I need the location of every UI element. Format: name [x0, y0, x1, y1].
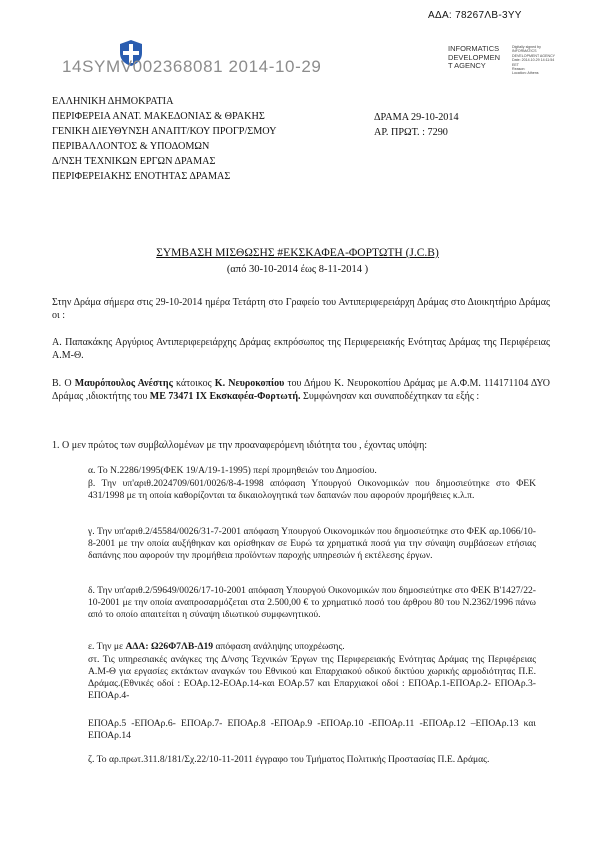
- clause-item-c: γ. Την υπ'αριθ.2/45584/0026/31-7-2001 απόφαση Υπουργού Οικονομικών που δημοσιεύτηκε στο ΦΕΚ αρ.1066/10-8-2001 με την οποία αυξήθηκαν και ορίσθηκαν σε Ευρώ τα χρηματικά ποσά για την σύναψη συμβάσεων ετήσιας δαπάνης που αφορούν την προμήθεια προϊόντων παροχής υπηρεσιών ή εκτέλεσης έργων.: [88, 526, 536, 561]
- clause-item-e-text: ε. Την με: [88, 641, 126, 652]
- signature-meta-line: EET: [512, 62, 519, 67]
- party-b: [52, 377, 550, 403]
- signature-meta-line: Location: Athens: [512, 71, 539, 76]
- document-identifier: 14SYMV002368081 2014-10-29: [62, 57, 322, 76]
- date-protocol-block: [374, 110, 459, 140]
- issuing-authority: [52, 94, 276, 184]
- authority-line: ΓΕΝΙΚΗ ΔΙΕΥΘΥΝΣΗ ΑΝΑΠΤ/ΚΟΥ ΠΡΟΓΡ/ΣΜΟΥ: [52, 126, 277, 137]
- authority-line: ΕΛΛΗΝΙΚΗ ΔΗΜΟΚΡΑΤΙΑ: [52, 96, 174, 107]
- signature-meta-line: INFORMATICS: [512, 49, 537, 54]
- digital-signature-meta: [512, 45, 592, 76]
- clause-item-st-roads: ΕΠΟΑρ.5 -ΕΠΟΑρ.6- ΕΠΟΑρ.7- ΕΠΟΑρ.8 -ΕΠΟΑρ.9 -ΕΠΟΑρ.10 -ΕΠΟΑρ.11 -ΕΠΟΑρ.12 –ΕΠΟΑρ.13 και ΕΠΟΑρ.14: [88, 718, 536, 741]
- authority-line: ΠΕΡΙΒΑΛΛΟΝΤΟΣ & ΥΠΟΔΟΜΩΝ: [52, 141, 210, 152]
- signature-org-line: INFORMATICS: [448, 44, 500, 53]
- party-a: Α. Παπακάκης Αργύριος Αντιπεριφερειάρχης Δράμας εκπρόσωπος της Περιφερειακής Ενότητας Δράμας της Περιφέρειας Α.Μ-Θ.: [52, 337, 550, 361]
- ada-code: ΑΔΑ: 78267ΛΒ-3ΥΥ: [428, 10, 522, 21]
- protocol-number: ΑΡ. ΠΡΩΤ. : 7290: [374, 127, 448, 138]
- lessor-town: Κ. Νευροκοπίου: [214, 378, 285, 389]
- signature-meta-line: Reason:: [512, 67, 526, 72]
- authority-line: ΠΕΡΙΦΕΡΕΙΑ ΑΝΑΤ. ΜΑΚΕΔΟΝΙΑΣ & ΘΡΑΚΗΣ: [52, 111, 265, 122]
- signature-meta-line: Digitally signed by: [512, 45, 541, 49]
- clause-item-a: α. Το Ν.2286/1995(ΦΕΚ 19/Α/19-1-1995) περί προμηθειών του Δημοσίου.: [88, 465, 377, 476]
- document-date: ΔΡΑΜΑ 29-10-2014: [374, 112, 459, 123]
- party-b-text: κάτοικος: [172, 378, 215, 389]
- authority-line: ΠΕΡΙΦΕΡΕΙΑΚΗΣ ΕΝΟΤΗΤΑΣ ΔΡΑΜΑΣ: [52, 171, 231, 182]
- signature-meta-line: Date: 2014.10.29 14:11:54: [512, 58, 555, 63]
- clause-item-d: δ. Την υπ'αριθ.2/59649/0026/17-10-2001 απόφαση Υπουργού Οικονομικών που δημοσιεύτηκε στο ΦΕΚ Β'1427/22-10-2001 με την οποία αναπροσαρμόζεται στα 2.500,00 € το χρηματικό ποσό του άρθρου 80 του Ν.2362/1996 πάνω από το οποίο απαιτείται η σύναψη ιδιωτικού συμφωνητικού.: [88, 585, 536, 620]
- vehicle-plate: ΜΕ 73471 ΙΧ Εκσκαφέα-Φορτωτή.: [149, 391, 301, 402]
- contract-title-text: ΣΥΜΒΑΣΗ ΜΙΣΘΩΣΗΣ #ΕΚΣΚΑΦΕΑ-ΦΟΡΤΩΤΗ (J.C.B): [156, 247, 439, 259]
- contract-period: (από 30-10-2014 έως 8-11-2014 ): [226, 264, 369, 275]
- clause-item-z: ζ. Το αρ.πρωτ.311.8/181/Σχ.22/10-11-2011 έγγραφο του Τμήματος Πολιτικής Προστασίας Π.Ε. Δράμας.: [88, 754, 490, 765]
- authority-line: Δ/ΝΣΗ ΤΕΧΝΙΚΩΝ ΕΡΓΩΝ ΔΡΑΜΑΣ: [52, 156, 216, 167]
- clause-item-e: [88, 641, 536, 653]
- contract-title: [0, 247, 595, 259]
- intro-paragraph: Στην Δράμα σήμερα στις 29-10-2014 ημέρα Τετάρτη στο Γραφείο του Αντιπεριφερειάρχη Δράμας στο Διοικητήριο Δράμας οι :: [52, 297, 550, 321]
- clause-item-st: στ. Τις υπηρεσιακές ανάγκες της Δ/νσης Τεχνικών Έργων της Περιφερειακής Ενότητας Δράμας της Περιφέρειας Α.Μ-Θ για εργασίες εκτάκτων αναγκών του Εθνικού και Επαρχιακού οδικού δικτύου χωρικής αρμοδιότητας Π.Ε. Δράμας.(Εθνικές οδοί : ΕΟΑρ.12-ΕΟΑρ.14-και ΕΟΑρ.57 και Επαρχιακοί οδοί : ΕΠΟΑρ.1-ΕΠΟΑρ.2- ΕΠΟΑρ.3-ΕΠΟΑρ.4-: [88, 654, 536, 701]
- signature-org-line: T AGENCY: [448, 61, 486, 70]
- signature-org-line: DEVELOPMEN: [448, 52, 501, 62]
- clause-item-b: β. Την υπ'αριθ.2024709/601/0026/8-4-1998 απόφαση Υπουργού Οικονομικών που δημοσιεύτηκε στο ΦΕΚ 431/1998 με τη οποία καθορίζονται τα δικαιολογητικά των δαπανών που αφορούν προμήθειες κ.λ.π.: [88, 478, 536, 501]
- digital-signature-org: [448, 45, 500, 71]
- party-b-text: Συμφώνησαν και συναποδέχτηκαν τα εξής :: [300, 391, 480, 402]
- party-b-text: Β. Ο: [52, 378, 75, 389]
- party-b-text: του Δήμου Κ. Νευροκοπίου Δράμας με Α.Φ.Μ. 114171104 ΔΥΟ Δράμας ,ιδιοκτήτης του: [52, 378, 550, 402]
- commitment-ada: ΑΔΑ: Ω26Φ7ΛΒ-Δ19: [125, 641, 214, 652]
- signature-meta-line: DEVELOPMENT AGENCY: [512, 53, 556, 58]
- lessor-name: Μαυρόπουλος Ανέστης: [74, 378, 173, 389]
- clause-1: 1. Ο μεν πρώτος των συμβαλλομένων με την προαναφερόμενη ιδιότητα του , έχοντας υπόψη:: [52, 440, 428, 451]
- clause-item-e-text: απόφαση ανάληψης υποχρέωσης.: [213, 641, 345, 652]
